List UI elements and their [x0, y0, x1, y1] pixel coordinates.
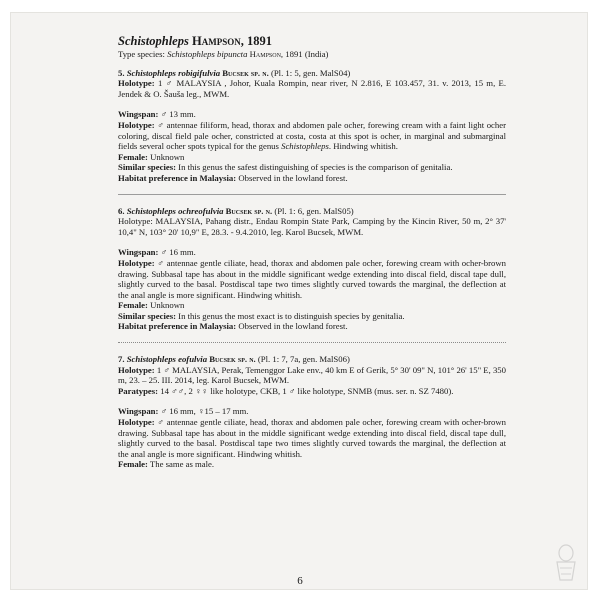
holotype-text: 1 ♂ MALAYSIA, Perak, Temenggor Lake env., 40 km E of Gerik, 5° 30' 09" N, 101° 26' 15" E, 350 m, 23. – 25. III. 2014, leg. Karol Bucsek, MWM.: [118, 364, 506, 386]
document-page: [10, 12, 588, 590]
type-species-label: Type species:: [118, 49, 168, 59]
genus-heading: [118, 34, 506, 49]
description-text: ♂ antennae gentle ciliate, head, thorax and abdomen pale ocher, forewing cream with ocher-brown drawing. Subbasal tape has about in the middle significant wedge extending into discal field, discal tape dull, slightly curved to the basal. Postdiscal tape two times slightly curved towards the marginal, the deflection at the anal angle is more significant. Hindwing whitish.: [118, 417, 507, 459]
similar-species: [118, 162, 506, 173]
wingspan-text: ♂ 13 mm.: [160, 109, 196, 120]
species-ref: (Pl. 1: 7, 7a, gen. MalS06): [257, 354, 350, 365]
species-number: 5.: [118, 67, 125, 78]
female-text: Unknown: [150, 300, 185, 311]
wingspan-text: ♂ 16 mm.: [160, 247, 196, 258]
female-label: Female:: [118, 151, 148, 162]
wingspan-label: Wingspan:: [118, 406, 159, 417]
section-divider: [118, 194, 506, 195]
type-species-name: Schistophleps bipuncta: [167, 49, 248, 59]
species-number: 6.: [118, 205, 125, 216]
section-divider: [118, 342, 506, 343]
description-label: Holotype:: [118, 417, 155, 428]
habitat: [118, 173, 506, 184]
page-number: 6: [297, 575, 303, 587]
habitat-text: Observed in the lowland forest.: [238, 321, 348, 332]
wingspan-label: Wingspan:: [118, 247, 159, 258]
species-title: [118, 354, 506, 365]
holotype-record: [118, 365, 506, 386]
wingspan: [118, 109, 506, 120]
species-ref: (Pl. 1: 5, gen. MalS04): [270, 67, 351, 78]
female: [118, 152, 506, 163]
wingspan: [118, 247, 506, 258]
description-text: ♂ antennae filiform, head, thorax and abdomen pale ocher, forewing cream with a faint light ocher coloring, discal field pale ocher, constricted at costa, costa at this spot is ocher, in marginal and submarginal fields several ocher spots typical for the genus: [118, 119, 507, 152]
paratypes-label: Paratypes:: [118, 385, 159, 396]
habitat-text: Observed in the lowland forest.: [238, 172, 348, 183]
female-text: Unknown: [150, 151, 185, 162]
species-name: Schistophleps ochreofulvia: [126, 205, 224, 216]
species-name: Schistophleps eofulvia: [126, 354, 208, 365]
paratypes-record: [118, 386, 506, 397]
female-text: The same as male.: [149, 459, 215, 470]
description: [118, 120, 506, 152]
similar-label: Similar species:: [118, 310, 176, 321]
similar-species: [118, 311, 506, 322]
holotype-record: [118, 78, 506, 99]
habitat-label: Habitat preference in Malaysia:: [118, 172, 237, 183]
description-text: ♂ antennae gentle ciliate, head, thorax and abdomen pale ocher, forewing cream with ocher-brown drawing. Subbasal tape has about in the middle significant wedge extending into discal field, discal tape dull, slightly curved to the basal. Postdiscal tape two times slightly curved towards the marginal, the deflection at the anal angle is more significant. Hindwing whitish.: [118, 257, 507, 300]
description-label: Holotype:: [118, 119, 155, 130]
wingspan-text: ♂ 16 mm, ♀15 – 17 mm.: [160, 406, 249, 417]
genus-year: , 1891: [240, 34, 272, 48]
similar-label: Similar species:: [118, 162, 176, 173]
species-ref: (Pl. 1: 6, gen. MalS05): [274, 205, 354, 216]
holotype-label: Holotype:: [118, 78, 155, 89]
female: [118, 459, 506, 470]
habitat: [118, 321, 506, 332]
wingspan: [118, 406, 506, 417]
species-author: Bucsek sp. n.: [209, 354, 256, 365]
species-entry-7: [118, 354, 506, 470]
wingspan-label: Wingspan:: [118, 109, 159, 120]
type-species-author: Hampson: [249, 49, 281, 59]
description-text-end: . Hindwing whitish.: [328, 141, 398, 152]
species-title: [118, 68, 506, 79]
paratypes-text: 14 ♂♂, 2 ♀♀ like holotype, CKB, 1 ♂ like holotype, SNMB (mus. ser. n. SZ 7480).: [160, 385, 454, 396]
genus-author: Hampson: [191, 34, 241, 48]
type-species-rest: , 1891 (India): [280, 49, 329, 59]
page-content: [118, 34, 506, 470]
species-entry-6: [118, 206, 506, 333]
holotype-record: Holotype: MALAYSIA, Pahang distr., Endau Rompin State Park, Camping by the Kincin River, 50 m, 2° 37' 10,4" N, 103° 20' 10,9" E, 28.3. - 9.4.2010, leg. Karol Bucsek, MWM.: [118, 216, 506, 237]
species-name: Schistophleps robigifulvia: [126, 67, 221, 78]
species-number: 7.: [118, 354, 125, 365]
species-title: [118, 206, 506, 217]
similar-text: In this genus the most exact is to distinguish species by genitalia.: [178, 310, 405, 321]
similar-text: In this genus the safest distinguishing of species is the comparison of genitalia.: [178, 162, 453, 173]
holotype-label: Holotype:: [118, 364, 155, 375]
description: [118, 258, 506, 300]
female: [118, 300, 506, 311]
genus-name: Schistophleps: [118, 34, 189, 48]
description-label: Holotype:: [118, 257, 155, 268]
species-author: Bucsek sp. n.: [225, 205, 273, 216]
description: [118, 417, 506, 459]
species-entry-5: [118, 68, 506, 184]
holotype-text: 1 ♂ MALAYSIA , Johor, Kuala Rompin, near river, N 2.816, E 103.457, 31. v. 2013, 15 m, E. Jendek & O. Šauša leg., MWM.: [118, 78, 506, 99]
type-species-line: [118, 49, 506, 60]
description-genus: Schistophleps: [281, 141, 329, 152]
habitat-label: Habitat preference in Malaysia:: [118, 321, 237, 332]
female-label: Female:: [118, 300, 148, 311]
species-author: Bucsek sp. n.: [222, 67, 269, 78]
female-label: Female:: [118, 459, 148, 470]
